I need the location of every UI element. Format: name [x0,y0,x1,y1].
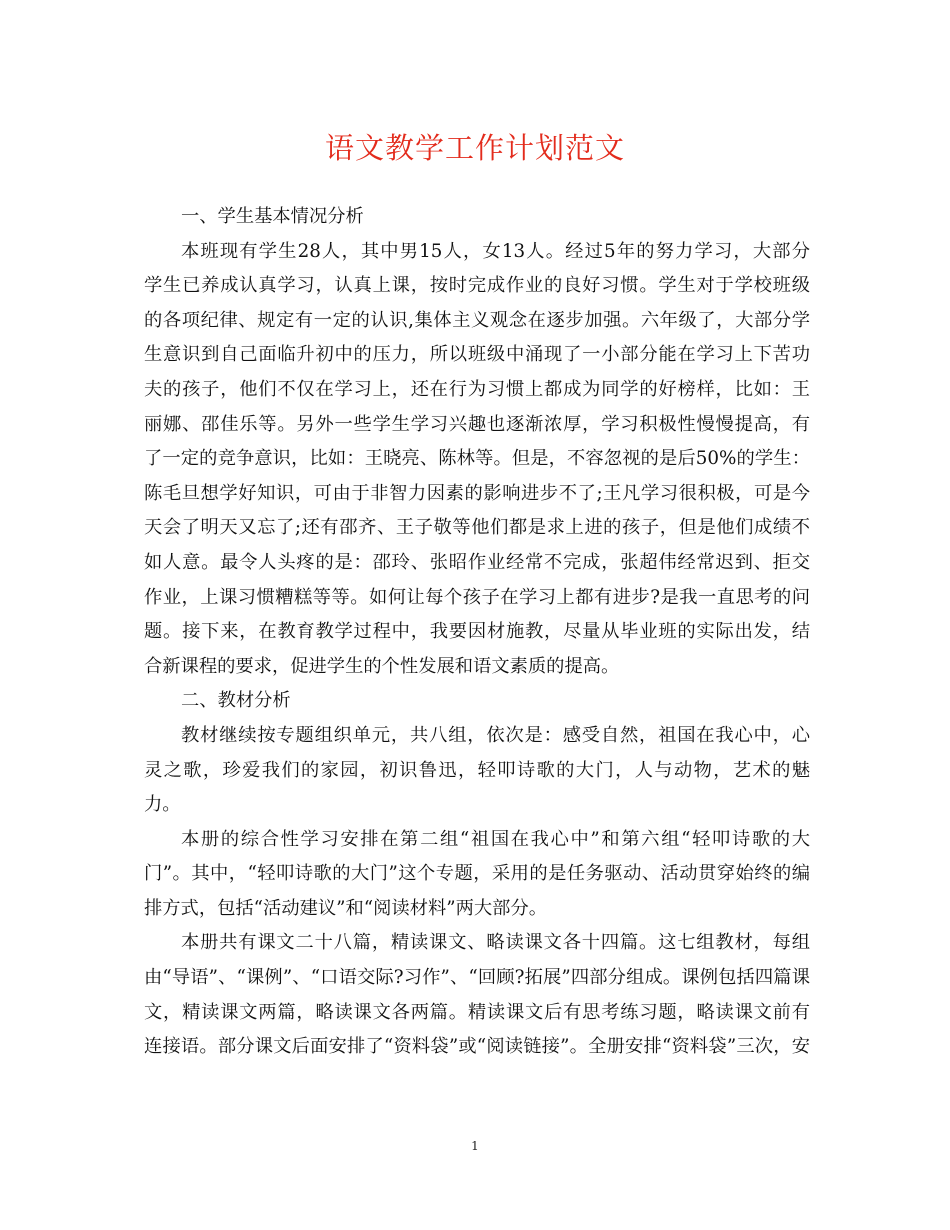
paragraph-line: 天会了明天又忘了;还有邵齐、王子敬等他们都是求上进的孩子，但是他们成绩不 [144,517,810,539]
page-number: 1 [471,1139,479,1153]
paragraph-line: 夫的孩子，他们不仅在学习上，还在行为习惯上都成为同学的好榜样，比如：王 [144,378,810,400]
paragraph-line: 文，精读课文两篇，略读课文各两篇。精读课文后有思考练习题，略读课文前有 [144,1001,810,1023]
paragraph-line: 由“导语”、“课例”、“口语交际?习作”、“回顾?拓展”四部分组成。课例包括四篇课 [144,967,810,989]
paragraph-line: 力。 [144,794,181,816]
paragraph-line: 陈毛旦想学好知识，可由于非智力因素的影响进步不了;王凡学习很积极，可是今 [144,482,810,504]
paragraph-line: 作业，上课习惯糟糕等等。如何让每个孩子在学习上都有进步?是我一直思考的问 [144,586,810,608]
paragraph-line: 丽娜、邵佳乐等。另外一些学生学习兴趣也逐渐浓厚，学习积极性慢慢提高，有 [144,413,810,435]
paragraph-line: 生意识到自己面临升初中的压力，所以班级中涌现了一小部分能在学习上下苦功 [144,344,810,366]
paragraph-line: 题。接下来，在教育教学过程中，我要因材施教，尽量从毕业班的实际出发，结 [144,621,810,643]
paragraph-line: 连接语。部分课文后面安排了“资料袋”或“阅读链接”。全册安排“资料袋”三次，安 [144,1036,810,1058]
paragraph-line: 教材继续按专题组织单元，共八组，依次是：感受自然，祖国在我心中，心 [181,724,810,746]
document-body [144,200,810,1065]
section-heading-student-analysis: 一、学生基本情况分析 [181,206,364,227]
paragraph-line: 了一定的竞争意识，比如：王晓亮、陈林等。但是，不容忽视的是后50%的学生： [144,448,810,470]
paragraph-line: 的各项纪律、规定有一定的认识,集体主义观念在逐步加强。六年级了，大部分学 [144,309,810,331]
document-title: 语文教学工作计划范文 [324,131,625,165]
paragraph-line: 本册共有课文二十八篇，精读课文、略读课文各十四篇。这七组教材，每组 [181,932,810,954]
paragraph-line: 门”。其中，“轻叩诗歌的大门”这个专题，采用的是任务驱动、活动贯穿始终的编 [144,863,810,885]
paragraph-line: 灵之歌，珍爱我们的家园，初识鲁迅，轻叩诗歌的大门，人与动物，艺术的魅 [144,759,810,781]
paragraph-line: 本班现有学生28人，其中男15人，女13人。经过5年的努力学习，大部分 [181,240,810,262]
paragraph-line: 合新课程的要求，促进学生的个性发展和语文素质的提高。 [144,655,620,677]
paragraph-line: 学生已养成认真学习，认真上课，按时完成作业的良好习惯。学生对于学校班级 [144,275,810,297]
paragraph-line: 本册的综合性学习安排在第二组“祖国在我心中”和第六组“轻叩诗歌的大 [181,828,810,850]
section-heading-textbook-analysis: 二、教材分析 [181,690,291,712]
paragraph-line: 排方式，包括“活动建议”和“阅读材料”两大部分。 [144,897,548,919]
paragraph-line: 如人意。最令人头疼的是：邵玲、张昭作业经常不完成，张超伟经常迟到、拒交 [144,551,810,573]
